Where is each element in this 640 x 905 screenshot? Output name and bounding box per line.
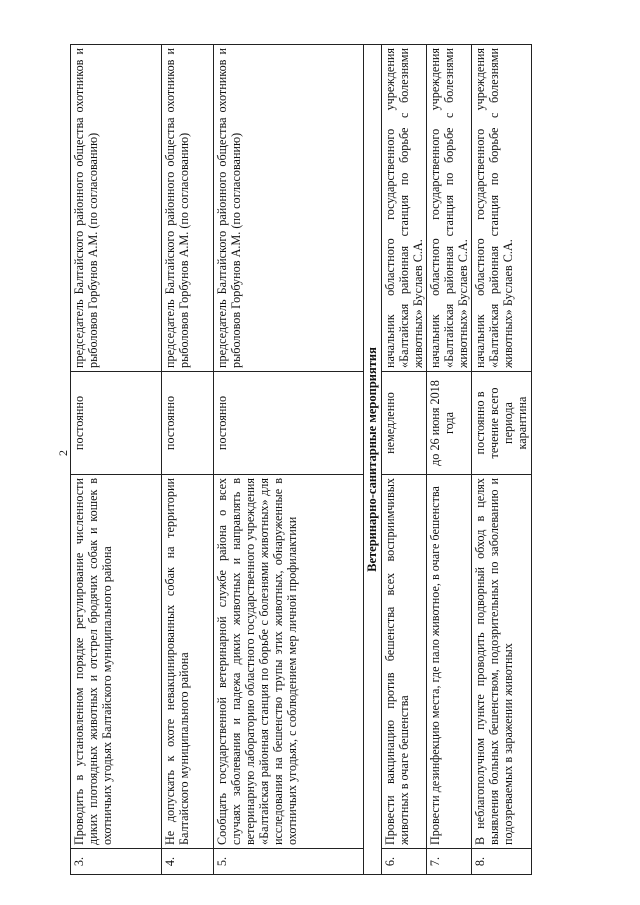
responsible-text: начальник областного государственного учреждения «Балтайская районная станция по борьбе с болезнями животных» Буслаев С.А. bbox=[427, 45, 472, 372]
table-row bbox=[382, 45, 427, 875]
deadline-text: постоянно в течение всего периода карантина bbox=[472, 372, 532, 475]
measures-table bbox=[70, 44, 532, 875]
row-number: 7. bbox=[427, 849, 472, 875]
table-row bbox=[162, 45, 214, 875]
section-heading-row bbox=[364, 45, 382, 875]
table-row bbox=[214, 45, 364, 875]
responsible-text: начальник областного государственного учреждения «Балтайская районная станция по борьбе с болезнями животных» Буслаев С.А. bbox=[472, 45, 532, 372]
deadline-text: постоянно bbox=[214, 372, 364, 475]
measure-text: Сообщать государственной ветеринарной службе района о всех случаях заболевания и падежа диких животных и направлять в ветеринарную лабораторию областного государственного учреждения «Балтайская районная станция по борьбе с болезнями животных» для исследования на бешенство трупы этих животных, обнаруженные в охотничьих угодьях, с соблюдением мер личной профилактики bbox=[214, 475, 364, 849]
measure-text: Не допускать к охоте невакцинированных собак на территории Балтайского муниципального района bbox=[162, 475, 214, 849]
deadline-text: немедленно bbox=[382, 372, 427, 475]
page-number: 2 bbox=[56, 450, 70, 456]
section-heading: Ветеринарно-санитарные мероприятия bbox=[364, 45, 382, 875]
measure-text: Провести вакцинацию против бешенства всех восприимчивых животных в очаге бешенства bbox=[382, 475, 427, 849]
deadline-text: постоянно bbox=[162, 372, 214, 475]
measure-text: В неблагополучном пункте проводить подворный обход в целях выявления больных бешенством, подозрительных по заболеванию и подозреваемых в заражении животных bbox=[472, 475, 532, 849]
measure-text: Проводить в установленном порядке регулирование численности диких плотоядных животных и отстрел бродячих собак и кошек в охотничьих угодьях Балтайского муниципального района bbox=[71, 475, 162, 849]
row-number: 4. bbox=[162, 849, 214, 875]
measure-text: Провести дезинфекцию места, где пало животное, в очаге бешенства bbox=[427, 475, 472, 849]
row-number: 8. bbox=[472, 849, 532, 875]
table-row bbox=[472, 45, 532, 875]
responsible-text: председатель Балтайского районного общества охотников и рыболовов Горбунов А.М. (по согласованию) bbox=[71, 45, 162, 372]
responsible-text: начальник областного государственного учреждения «Балтайская районная станция по борьбе с болезнями животных» Буслаев С.А. bbox=[382, 45, 427, 372]
row-number: 5. bbox=[214, 849, 364, 875]
row-number: 6. bbox=[382, 849, 427, 875]
table-row bbox=[427, 45, 472, 875]
responsible-text: председатель Балтайского районного общества охотников и рыболовов Горбунов А.М. (по согласованию) bbox=[214, 45, 364, 372]
responsible-text: председатель Балтайского районного общества охотников и рыболовов Горбунов А.М. (по согласованию) bbox=[162, 45, 214, 372]
rotated-table-wrapper bbox=[70, 45, 540, 875]
deadline-text: до 26 июня 2018 года bbox=[427, 372, 472, 475]
row-number: 3. bbox=[71, 849, 162, 875]
deadline-text: постоянно bbox=[71, 372, 162, 475]
table-row bbox=[71, 45, 162, 875]
